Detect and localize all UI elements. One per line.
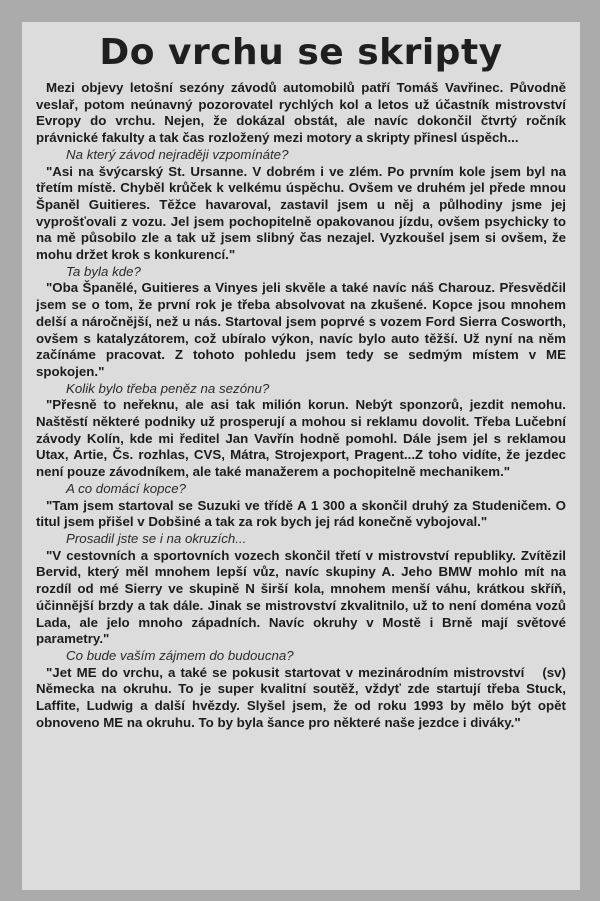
interview-answer-6 xyxy=(36,665,566,732)
interview-question-4: A co domácí kopce? xyxy=(66,480,186,496)
article-body xyxy=(36,80,566,731)
interview-answer-6-text: "Jet ME do vrchu, a také se pokusit startovat v mezinárodním mistrovství Německa na okruhu. To je super kvalitní soutěž, vždyť zde startují třeba Stuck, Laffite, Ludwig a další hvězdy. Slyšel jsem, že od roku 1993 by mělo být opět obnoveno ME na okruhu. To by byla šance pro některé naše jezdce i diváky." xyxy=(36,664,566,730)
interview-answer-3: "Přesně to neřeknu, ale asi tak milión korun. Nebýt sponzorů, jezdit nemohu. Naštěstí některé podniky už prosperují a mohou si reklamu dovolit. Třeba Lučební závody Kolín, kde mi ředitel Jan Vavřín hodně pomohl. Dále jsem jel s reklamou Utax, Artie, Čs. rozhlas, CVS, Mátra, Strojexport, Pragent...Z toho vidíte, že jezdec není pouze závodníkem, ale také manažerem a pochopitelně mechanikem." xyxy=(36,397,566,480)
author-signature: (sv) xyxy=(542,664,566,680)
interview-question-6: Co bude vaším zájmem do budoucna? xyxy=(66,647,294,663)
lead-paragraph: Mezi objevy letošní sezóny závodů automobilů patří Tomáš Vavřinec. Původně veslař, potom neúnavný pozorovatel rychlých kol a letos už účastník mistrovství Evropy do vrchu. Nejen, že dokázal obstát, ale navíc dokončil čtvrtý ročník právnické fakulty a tak čas rozložený mezi motory a skripty přinesl úspěch... xyxy=(36,80,566,146)
headline: Do vrchu se skripty xyxy=(99,32,503,73)
interview-question-5: Prosadil jste se i na okruzích... xyxy=(66,530,247,546)
interview-answer-1: "Asi na švýcarský St. Ursanne. V dobrém i ve zlém. Po prvním kole jsem byl na třetím místě. Chyběl krůček k velkému úspěchu. Ovšem ve druhém jel přede mnou Španěl Guitieres. Těžce havaroval, zastavil jsem u něj a půlhodiny jsme jej vyprošťovali z vozu. Jel jsem pochopitelně opakovanou jízdu, ovšem psychicky to na mě působilo zle a tak už jsem slibný čas nezajel. Vyzkoušel jsem si ovšem, že mohu držet krok s konkurencí." xyxy=(36,163,566,263)
interview-question-3: Kolik bylo třeba peněz na sezónu? xyxy=(66,380,270,396)
interview-answer-5: "V cestovních a sportovních vozech skončil třetí v mistrovství republiky. Zvítězil Bervid, který měl mnohem lepší vůz, navíc skupiny A. Jeho BMW mohlo mít na rozdíl od mé Sierry ve skupině N širší kola, mnohem menší váhu, krátkou skříň, účinnější brzdy a tak dále. Jinak se mistrovství zkvalitnilo, už to není doména vozů Lada, ale jelo mnoho západních. Navíc okruhy v Mostě i Brně mají světové parametry." xyxy=(36,547,566,647)
interview-answer-4: "Tam jsem startoval se Suzuki ve třídě A 1 300 a skončil druhý za Studeničem. O titul jsem přišel v Dobšiné a tak za rok bych jej rád konečně vybojoval." xyxy=(36,497,566,530)
interview-question-2: Ta byla kde? xyxy=(66,263,141,279)
interview-answer-2: "Oba Španělé, Guitieres a Vinyes jeli skvěle a také navíc náš Charouz. Přesvědčil jsem se o tom, že první rok je třeba absolvovat na zkušené. Kopce jsou mnohem delší a náročnější, než u nás. Startoval jsem poprvé s vozem Ford Sierra Cosworth, ovšem s katalyzátorem, což ubíralo výkon, navíc bylo auto těžší. Už nyní na něm začínáme pracovat. Z tohoto pohledu jsem tedy se sedmým místem v ME spokojen." xyxy=(36,280,566,379)
newspaper-clipping xyxy=(22,22,580,890)
interview-question-1: Na který závod nejraději vzpomínáte? xyxy=(66,146,289,162)
